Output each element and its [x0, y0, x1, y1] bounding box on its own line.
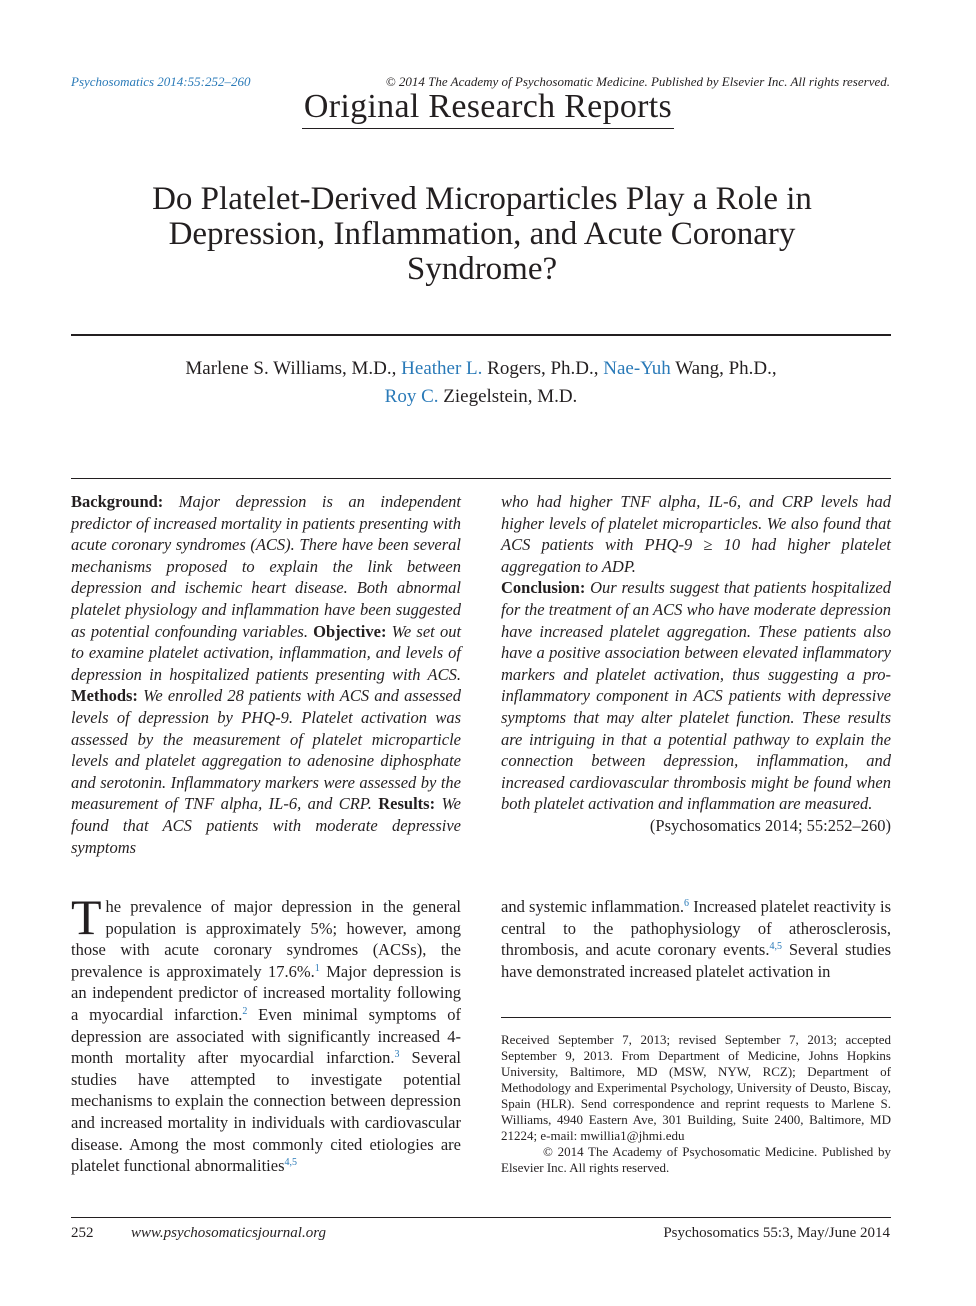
title-line-2: Depression, Inflammation, and Acute Coronary — [168, 216, 796, 252]
author-rogers-link[interactable]: Heather L. — [401, 358, 483, 379]
title-line-3: Syndrome? — [406, 251, 558, 287]
body-p1-d: Several studies have attempted to investigate potential mechanisms to explain the connection between depression and increased mortality in individuals with cardiovascular disease. Among the most commonly cited etiologies are platelet functional abnormalities — [71, 1048, 461, 1176]
body-p1-b: Major depression is an independent predictor of increased mortality following a myocardial infarction. — [71, 961, 461, 1024]
author-ziegelstein-link[interactable]: Roy C. — [384, 386, 439, 407]
results-text-part2: who had higher TNF alpha, IL-6, and CRP levels had higher levels of platelet microparticles. We also found that ACS patients with PHQ-9 ≥ 10 had higher platelet aggregation to ADP. — [501, 492, 891, 576]
author-ziegelstein: Ziegelstein, M.D. — [438, 386, 578, 407]
footnote — [501, 1032, 891, 1176]
background-text: Major depression is an independent predictor of increased mortality in patients presenting with acute coronary syndromes (ACS). There have been several mechanisms proposed to explain the link between depression and ischemic heart disease. Both abnormal platelet physiology and inflammation have been suggested as potential confounding variables. — [71, 492, 461, 641]
body-p1-c: Even minimal symptoms of depression are associated with significantly increased 4-month mortality after myocardial infarction. — [71, 1004, 461, 1068]
title-line-1: Do Platelet-Derived Microparticles Play a Role in — [152, 181, 812, 217]
footnote-rule — [501, 1017, 891, 1018]
drop-cap: T — [71, 889, 102, 945]
results-label: Results: — [378, 794, 436, 814]
footnote-copyright: © 2014 The Academy of Psychosomatic Medicine. Published by Elsevier Inc. All rights reserved. — [501, 1144, 891, 1175]
abstract-column-right — [501, 491, 891, 837]
section-title-text: Original Research Reports — [302, 88, 674, 129]
ref-2-link[interactable]: 2 — [242, 1005, 248, 1017]
conclusion-text: Our results suggest that patients hospitalized for the treatment of an ACS who have moderate depression have increased platelet aggregation. These patients also have a positive association between elevated inflammatory markers and platelet activation, thus suggesting a pro-inflammatory component in ACS patients with depressive symptoms that may alter platelet function. These results are intriguing in that a potential pathway to explain the connection between depression, inflammation, and increased cardiovascular thrombosis might be found when both platelet activation and inflammation are measured. — [501, 578, 891, 814]
author-wang: Wang, Ph.D., — [670, 358, 777, 379]
objective-label: Objective: — [313, 621, 387, 641]
results-text-part1: We found that ACS patients with moderate depressive symptoms — [71, 794, 462, 857]
objective-text: We set out to examine platelet activation, inflammation, and levels of depression in hospitalized patients presenting with ACS. — [71, 621, 462, 684]
ref-4-5b-link[interactable]: 4,5 — [769, 941, 782, 953]
author-list-line-2 — [71, 383, 891, 411]
background-label: Background: — [71, 492, 164, 511]
footnote-text: Received September 7, 2013; revised September 7, 2013; accepted September 9, 2013. From Department of Medicine, Johns Hopkins University, Baltimore, MD (MSW, NYW, RCZ); Department of Methodology and Experimental Psychology, University of Deusto, Biscay, Spain (HLR). Send correspondence and reprint requests to Marlene S. Williams, 4940 Eastern Ave, 301 Building, Suite 2400, Baltimore, MD 21224; e-mail: mwillia1@jhmi.edu — [501, 1032, 891, 1143]
conclusion-label: Conclusion: — [501, 578, 586, 598]
abstract-top-rule — [71, 478, 891, 479]
body-p2-b: Increased platelet reactivity is central to the pathophysiology of atherosclerosis, thrombosis, and acute coronary events. — [501, 897, 891, 960]
abstract-column-left — [71, 491, 461, 858]
section-title — [0, 88, 976, 126]
article-title — [72, 182, 892, 287]
author-williams: Marlene S. Williams, M.D., — [185, 358, 402, 379]
footer-rule — [71, 1217, 891, 1218]
author-wang-link[interactable]: Nae-Yuh — [603, 358, 671, 379]
ref-3-link[interactable]: 3 — [394, 1049, 400, 1061]
body-p1-a: he prevalence of major depression in the general population is approximately 5%; however, among those with acute coronary syndromes (ACSs), the prevalence is approximately 17.6%. — [71, 897, 461, 981]
issue-info: Psychosomatics 55:3, May/June 2014 — [663, 1225, 890, 1241]
journal-citation-link[interactable]: Psychosomatics 2014:55:252–260 — [71, 74, 251, 89]
ref-6-link[interactable]: 6 — [684, 898, 690, 909]
journal-url-link[interactable]: www.psychosomaticsjournal.org — [131, 1225, 327, 1241]
author-list-line-1 — [71, 355, 891, 383]
ref-1-link[interactable]: 1 — [314, 962, 320, 974]
body-column-left — [71, 889, 461, 1177]
body-p2-a: and systemic inflammation. — [501, 897, 685, 916]
methods-text: We enrolled 28 patients with ACS and assessed levels of depression by PHQ-9. Platelet activation was assessed by the measurement of platelet microparticle levels and platelet aggregation to adenosine diphosphate and serotonin. Inflammatory markers were assessed by the measurement of TNF alpha, IL-6, and CRP. — [71, 686, 461, 814]
copyright-header: © 2014 The Academy of Psychosomatic Medicine. Published by Elsevier Inc. All rights reserved. — [385, 74, 890, 89]
author-rogers: Rogers, Ph.D., — [482, 358, 604, 379]
abstract-citation: (Psychosomatics 2014; 55:252–260) — [649, 815, 891, 835]
body-column-right — [501, 896, 891, 982]
methods-label: Methods: — [71, 686, 138, 706]
page-number: 252 — [71, 1225, 94, 1241]
ref-4-5-link[interactable]: 4,5 — [284, 1157, 298, 1169]
body-p2-c: Several studies have demonstrated increased platelet activation in — [501, 940, 892, 981]
title-rule — [71, 334, 891, 336]
